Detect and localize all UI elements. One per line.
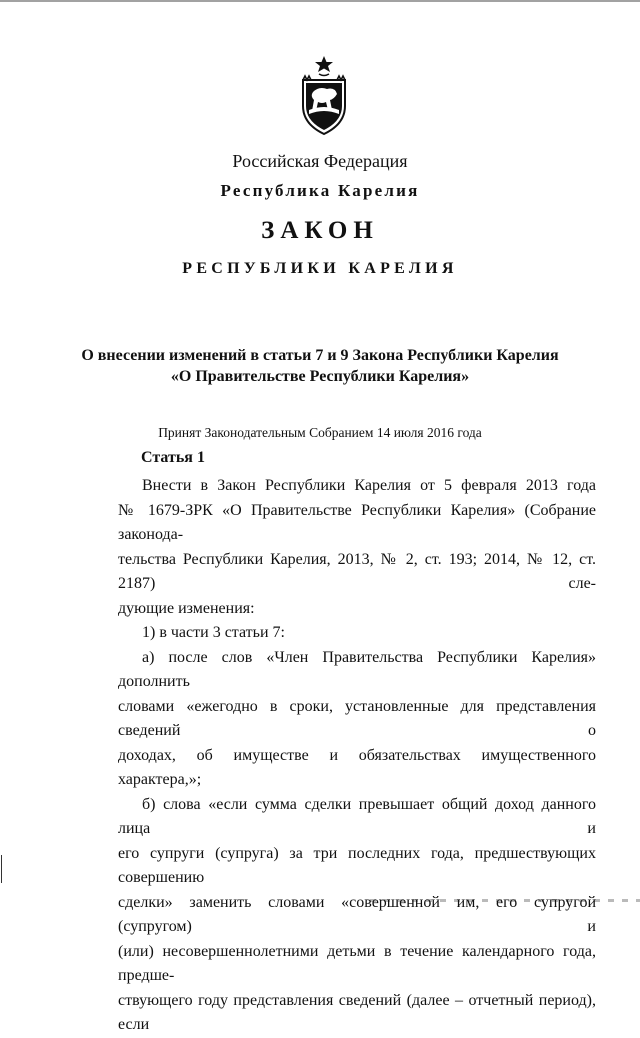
body-line: 1) в части 3 статьи 7: xyxy=(142,624,285,641)
body-line: словами «ежегодно в сроки, установленные для представления сведений о xyxy=(118,697,596,739)
body-line: б) слова «если сумма сделки превышает общий доход данного лица и xyxy=(118,795,596,837)
coat-of-arms-icon xyxy=(297,54,351,136)
article-heading: Статья 1 xyxy=(141,449,205,466)
body-line: сделки» заменить словами «совершенной им, его супругой (супругом) и xyxy=(118,893,596,935)
body-line: Внести в Закон Республики Карелия от 5 февраля 2013 года xyxy=(142,477,596,494)
body-line: (или) несовершеннолетними детьми в течение календарного года, предше- xyxy=(118,942,596,984)
body-line: ствующего году представления сведений (далее – отчетный период), если xyxy=(118,991,596,1033)
article-body xyxy=(118,474,596,1038)
body-line: его супруги (супруга) за три последних года, предшествующих совершению xyxy=(118,844,596,886)
country-name: Российская Федерация xyxy=(232,151,408,171)
republic-name: Республика Карелия xyxy=(220,181,420,200)
law-subtitle: РЕСПУБЛИКИ КАРЕЛИЯ xyxy=(182,260,458,277)
scan-edge-left xyxy=(1,855,2,883)
scan-edge-top xyxy=(0,0,640,2)
body-line: доходах, об имуществе и обязательствах имущественного характера,»; xyxy=(118,746,596,788)
body-line: а) после слов «Член Правительства Республики Карелия» дополнить xyxy=(118,648,596,690)
law-subject-line-1: О внесении изменений в статьи 7 и 9 Закона Республики Карелия xyxy=(81,347,559,364)
body-line: № 1679-ЗРК «О Правительстве Республики Карелия» (Собрание законода- xyxy=(118,501,596,543)
adoption-note: Принят Законодательным Собранием 14 июля 2016 года xyxy=(158,425,482,440)
body-line: тельства Республики Карелия, 2013, № 2, ст. 193; 2014, № 12, ст. 2187) сле- xyxy=(118,550,596,592)
law-title: ЗАКОН xyxy=(261,217,379,244)
body-line: дующие изменения: xyxy=(118,599,255,617)
law-subject-line-2: «О Правительстве Республики Карелия» xyxy=(170,368,470,385)
